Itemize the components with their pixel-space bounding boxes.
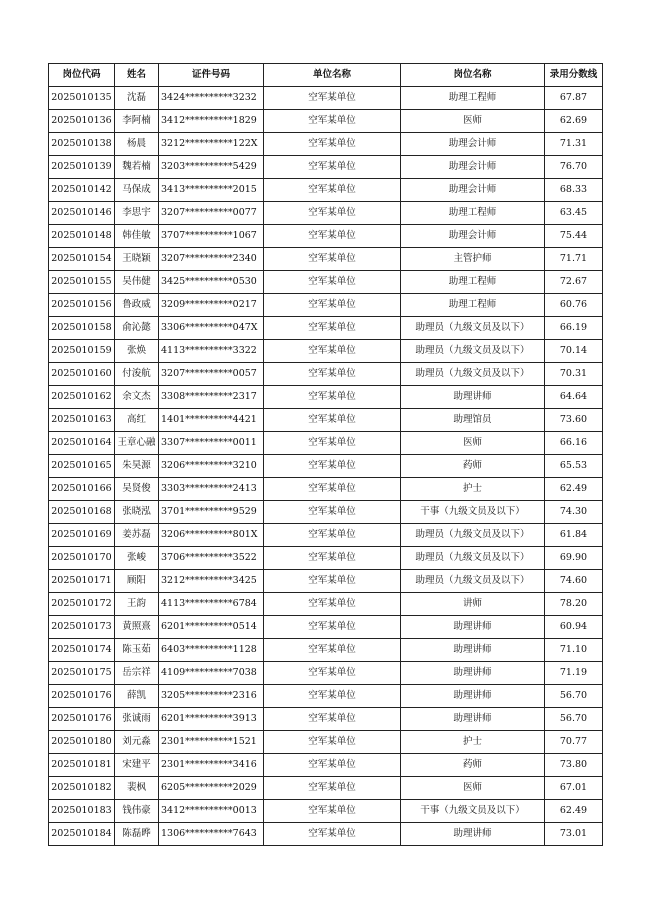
table-row	[49, 777, 603, 800]
table-row	[49, 639, 603, 662]
post-code-cell: 2025010182	[49, 777, 115, 800]
id-number-cell: 6201**********3913	[159, 708, 264, 731]
post-code-cell: 2025010168	[49, 501, 115, 524]
post-name-cell: 助理员（九级文员及以下）	[401, 570, 545, 593]
score-cell: 60.94	[545, 616, 603, 639]
id-number-cell: 3207**********0057	[159, 363, 264, 386]
person-name-cell: 王韵	[115, 593, 159, 616]
table-row	[49, 409, 603, 432]
unit-name-cell: 空军某单位	[264, 823, 401, 846]
post-code-cell: 2025010165	[49, 455, 115, 478]
unit-name-cell: 空军某单位	[264, 340, 401, 363]
table-row	[49, 547, 603, 570]
person-name-cell: 吴贤俊	[115, 478, 159, 501]
score-cell: 68.33	[545, 179, 603, 202]
post-name-cell: 讲师	[401, 593, 545, 616]
id-number-cell: 3203**********5429	[159, 156, 264, 179]
score-cell: 61.84	[545, 524, 603, 547]
post-code-cell: 2025010181	[49, 754, 115, 777]
person-name-cell: 李阿楠	[115, 110, 159, 133]
table-row	[49, 179, 603, 202]
person-name-cell: 王晓颖	[115, 248, 159, 271]
score-cell: 71.10	[545, 639, 603, 662]
post-name-cell: 助理会计师	[401, 133, 545, 156]
id-number-cell: 3707**********1067	[159, 225, 264, 248]
post-code-cell: 2025010169	[49, 524, 115, 547]
unit-name-cell: 空军某单位	[264, 800, 401, 823]
table-row	[49, 248, 603, 271]
unit-name-cell: 空军某单位	[264, 386, 401, 409]
post-name-cell: 助理讲师	[401, 662, 545, 685]
unit-name-cell: 空军某单位	[264, 501, 401, 524]
id-number-cell: 3306**********047X	[159, 317, 264, 340]
score-cell: 75.44	[545, 225, 603, 248]
post-name-cell: 助理工程师	[401, 271, 545, 294]
score-cell: 70.31	[545, 363, 603, 386]
table-row	[49, 593, 603, 616]
post-code-cell: 2025010159	[49, 340, 115, 363]
score-cell: 67.87	[545, 87, 603, 110]
id-number-cell: 3706**********3522	[159, 547, 264, 570]
person-name-cell: 黄照熹	[115, 616, 159, 639]
score-cell: 56.70	[545, 685, 603, 708]
post-name-cell: 助理员（九级文员及以下）	[401, 317, 545, 340]
unit-name-cell: 空军某单位	[264, 662, 401, 685]
post-name-cell: 助理员（九级文员及以下）	[401, 547, 545, 570]
table-row	[49, 616, 603, 639]
post-name-cell: 干事（九级文员及以下）	[401, 501, 545, 524]
unit-name-cell: 空军某单位	[264, 317, 401, 340]
id-number-cell: 3425**********0530	[159, 271, 264, 294]
id-number-cell: 3412**********1829	[159, 110, 264, 133]
person-name-cell: 魏若楠	[115, 156, 159, 179]
table-row	[49, 501, 603, 524]
post-name-cell: 助理员（九级文员及以下）	[401, 524, 545, 547]
post-name-cell: 助理工程师	[401, 294, 545, 317]
post-code-cell: 2025010172	[49, 593, 115, 616]
post-name-cell: 助理讲师	[401, 708, 545, 731]
score-cell: 78.20	[545, 593, 603, 616]
score-cell: 63.45	[545, 202, 603, 225]
header-name: 姓名	[115, 64, 159, 87]
id-number-cell: 6201**********0514	[159, 616, 264, 639]
post-name-cell: 主管护师	[401, 248, 545, 271]
unit-name-cell: 空军某单位	[264, 87, 401, 110]
table-row	[49, 133, 603, 156]
post-code-cell: 2025010176	[49, 685, 115, 708]
table-row	[49, 685, 603, 708]
table-row	[49, 708, 603, 731]
score-cell: 76.70	[545, 156, 603, 179]
score-cell: 64.64	[545, 386, 603, 409]
table-row	[49, 823, 603, 846]
post-name-cell: 助理讲师	[401, 616, 545, 639]
score-cell: 71.19	[545, 662, 603, 685]
table-row	[49, 202, 603, 225]
id-number-cell: 3206**********801X	[159, 524, 264, 547]
score-cell: 73.80	[545, 754, 603, 777]
person-name-cell: 鲁政威	[115, 294, 159, 317]
table-row	[49, 662, 603, 685]
post-name-cell: 助理工程师	[401, 202, 545, 225]
person-name-cell: 沈磊	[115, 87, 159, 110]
unit-name-cell: 空军某单位	[264, 110, 401, 133]
person-name-cell: 付浚航	[115, 363, 159, 386]
score-cell: 69.90	[545, 547, 603, 570]
post-code-cell: 2025010183	[49, 800, 115, 823]
post-code-cell: 2025010176	[49, 708, 115, 731]
unit-name-cell: 空军某单位	[264, 294, 401, 317]
score-cell: 70.77	[545, 731, 603, 754]
post-code-cell: 2025010171	[49, 570, 115, 593]
id-number-cell: 3303**********2413	[159, 478, 264, 501]
post-code-cell: 2025010156	[49, 294, 115, 317]
unit-name-cell: 空军某单位	[264, 156, 401, 179]
table-row	[49, 432, 603, 455]
person-name-cell: 俞沁懿	[115, 317, 159, 340]
id-number-cell: 4109**********7038	[159, 662, 264, 685]
post-code-cell: 2025010162	[49, 386, 115, 409]
results-table	[48, 63, 603, 846]
id-number-cell: 1401**********4421	[159, 409, 264, 432]
score-cell: 60.76	[545, 294, 603, 317]
person-name-cell: 韩佳敏	[115, 225, 159, 248]
unit-name-cell: 空军某单位	[264, 547, 401, 570]
table-row	[49, 225, 603, 248]
table-row	[49, 455, 603, 478]
id-number-cell: 3701**********9529	[159, 501, 264, 524]
id-number-cell: 4113**********6784	[159, 593, 264, 616]
post-name-cell: 助理员（九级文员及以下）	[401, 363, 545, 386]
person-name-cell: 顾阳	[115, 570, 159, 593]
table-header	[49, 64, 603, 87]
post-name-cell: 药师	[401, 455, 545, 478]
header-post-code: 岗位代码	[49, 64, 115, 87]
post-code-cell: 2025010164	[49, 432, 115, 455]
score-cell: 66.19	[545, 317, 603, 340]
unit-name-cell: 空军某单位	[264, 593, 401, 616]
post-name-cell: 助理工程师	[401, 87, 545, 110]
id-number-cell: 6205**********2029	[159, 777, 264, 800]
person-name-cell: 陈玉茹	[115, 639, 159, 662]
unit-name-cell: 空军某单位	[264, 731, 401, 754]
person-name-cell: 姜苏磊	[115, 524, 159, 547]
person-name-cell: 裴枫	[115, 777, 159, 800]
person-name-cell: 杨晨	[115, 133, 159, 156]
post-code-cell: 2025010180	[49, 731, 115, 754]
score-cell: 66.16	[545, 432, 603, 455]
post-code-cell: 2025010174	[49, 639, 115, 662]
post-name-cell: 助理讲师	[401, 639, 545, 662]
header-row	[49, 64, 603, 87]
score-cell: 74.60	[545, 570, 603, 593]
post-code-cell: 2025010175	[49, 662, 115, 685]
score-cell: 62.69	[545, 110, 603, 133]
header-unit-name: 单位名称	[264, 64, 401, 87]
unit-name-cell: 空军某单位	[264, 570, 401, 593]
id-number-cell: 4113**********3322	[159, 340, 264, 363]
post-name-cell: 干事（九级文员及以下）	[401, 800, 545, 823]
score-cell: 71.31	[545, 133, 603, 156]
unit-name-cell: 空军某单位	[264, 777, 401, 800]
post-code-cell: 2025010158	[49, 317, 115, 340]
header-score: 录用分数线	[545, 64, 603, 87]
post-name-cell: 助理讲师	[401, 823, 545, 846]
post-code-cell: 2025010163	[49, 409, 115, 432]
post-name-cell: 护士	[401, 731, 545, 754]
unit-name-cell: 空军某单位	[264, 432, 401, 455]
post-name-cell: 医师	[401, 432, 545, 455]
unit-name-cell: 空军某单位	[264, 754, 401, 777]
post-name-cell: 药师	[401, 754, 545, 777]
id-number-cell: 3424**********3232	[159, 87, 264, 110]
person-name-cell: 张峻	[115, 547, 159, 570]
person-name-cell: 余文杰	[115, 386, 159, 409]
score-cell: 74.30	[545, 501, 603, 524]
unit-name-cell: 空军某单位	[264, 409, 401, 432]
post-name-cell: 护士	[401, 478, 545, 501]
person-name-cell: 钱伟豪	[115, 800, 159, 823]
table-row	[49, 271, 603, 294]
table-row	[49, 340, 603, 363]
unit-name-cell: 空军某单位	[264, 248, 401, 271]
table-row	[49, 294, 603, 317]
unit-name-cell: 空军某单位	[264, 202, 401, 225]
person-name-cell: 张晓泓	[115, 501, 159, 524]
post-code-cell: 2025010138	[49, 133, 115, 156]
id-number-cell: 6403**********1128	[159, 639, 264, 662]
score-cell: 67.01	[545, 777, 603, 800]
id-number-cell: 3212**********122X	[159, 133, 264, 156]
post-name-cell: 助理讲师	[401, 386, 545, 409]
person-name-cell: 吴伟健	[115, 271, 159, 294]
post-name-cell: 助理会计师	[401, 225, 545, 248]
table-row	[49, 386, 603, 409]
post-code-cell: 2025010155	[49, 271, 115, 294]
id-number-cell: 3207**********0077	[159, 202, 264, 225]
person-name-cell: 高红	[115, 409, 159, 432]
score-cell: 73.60	[545, 409, 603, 432]
header-post-name: 岗位名称	[401, 64, 545, 87]
score-cell: 56.70	[545, 708, 603, 731]
unit-name-cell: 空军某单位	[264, 524, 401, 547]
table-row	[49, 731, 603, 754]
table-row	[49, 800, 603, 823]
score-cell: 65.53	[545, 455, 603, 478]
post-code-cell: 2025010148	[49, 225, 115, 248]
table-row	[49, 478, 603, 501]
id-number-cell: 3412**********0013	[159, 800, 264, 823]
unit-name-cell: 空军某单位	[264, 455, 401, 478]
unit-name-cell: 空军某单位	[264, 133, 401, 156]
id-number-cell: 3413**********2015	[159, 179, 264, 202]
post-code-cell: 2025010170	[49, 547, 115, 570]
unit-name-cell: 空军某单位	[264, 478, 401, 501]
score-cell: 62.49	[545, 800, 603, 823]
unit-name-cell: 空军某单位	[264, 616, 401, 639]
post-code-cell: 2025010184	[49, 823, 115, 846]
post-code-cell: 2025010142	[49, 179, 115, 202]
post-code-cell: 2025010173	[49, 616, 115, 639]
post-name-cell: 助理会计师	[401, 179, 545, 202]
table-body	[49, 87, 603, 846]
unit-name-cell: 空军某单位	[264, 639, 401, 662]
post-name-cell: 医师	[401, 777, 545, 800]
id-number-cell: 2301**********1521	[159, 731, 264, 754]
post-name-cell: 医师	[401, 110, 545, 133]
person-name-cell: 王章心融	[115, 432, 159, 455]
table-row	[49, 524, 603, 547]
score-cell: 73.01	[545, 823, 603, 846]
person-name-cell: 岳宗祥	[115, 662, 159, 685]
table-row	[49, 156, 603, 179]
table-row	[49, 754, 603, 777]
person-name-cell: 张焕	[115, 340, 159, 363]
post-code-cell: 2025010166	[49, 478, 115, 501]
id-number-cell: 3205**********2316	[159, 685, 264, 708]
score-cell: 72.67	[545, 271, 603, 294]
post-name-cell: 助理讲师	[401, 685, 545, 708]
person-name-cell: 刘元淼	[115, 731, 159, 754]
post-code-cell: 2025010135	[49, 87, 115, 110]
person-name-cell: 张诚雨	[115, 708, 159, 731]
person-name-cell: 朱昊源	[115, 455, 159, 478]
table-row	[49, 570, 603, 593]
score-cell: 70.14	[545, 340, 603, 363]
unit-name-cell: 空军某单位	[264, 271, 401, 294]
post-code-cell: 2025010146	[49, 202, 115, 225]
table-row	[49, 87, 603, 110]
person-name-cell: 陈磊晔	[115, 823, 159, 846]
unit-name-cell: 空军某单位	[264, 708, 401, 731]
post-name-cell: 助理员（九级文员及以下）	[401, 340, 545, 363]
id-number-cell: 3308**********2317	[159, 386, 264, 409]
person-name-cell: 马保成	[115, 179, 159, 202]
post-name-cell: 助理会计师	[401, 156, 545, 179]
table-row	[49, 363, 603, 386]
table-row	[49, 317, 603, 340]
id-number-cell: 3207**********2340	[159, 248, 264, 271]
id-number-cell: 3206**********3210	[159, 455, 264, 478]
id-number-cell: 3212**********3425	[159, 570, 264, 593]
unit-name-cell: 空军某单位	[264, 363, 401, 386]
unit-name-cell: 空军某单位	[264, 225, 401, 248]
person-name-cell: 李思宇	[115, 202, 159, 225]
post-code-cell: 2025010136	[49, 110, 115, 133]
id-number-cell: 2301**********3416	[159, 754, 264, 777]
score-cell: 71.71	[545, 248, 603, 271]
post-code-cell: 2025010139	[49, 156, 115, 179]
post-name-cell: 助理馆员	[401, 409, 545, 432]
id-number-cell: 3307**********0011	[159, 432, 264, 455]
unit-name-cell: 空军某单位	[264, 685, 401, 708]
id-number-cell: 3209**********0217	[159, 294, 264, 317]
post-code-cell: 2025010160	[49, 363, 115, 386]
post-code-cell: 2025010154	[49, 248, 115, 271]
person-name-cell: 薛凯	[115, 685, 159, 708]
unit-name-cell: 空军某单位	[264, 179, 401, 202]
person-name-cell: 宋建平	[115, 754, 159, 777]
header-id-number: 证件号码	[159, 64, 264, 87]
table-row	[49, 110, 603, 133]
score-cell: 62.49	[545, 478, 603, 501]
id-number-cell: 1306**********7643	[159, 823, 264, 846]
